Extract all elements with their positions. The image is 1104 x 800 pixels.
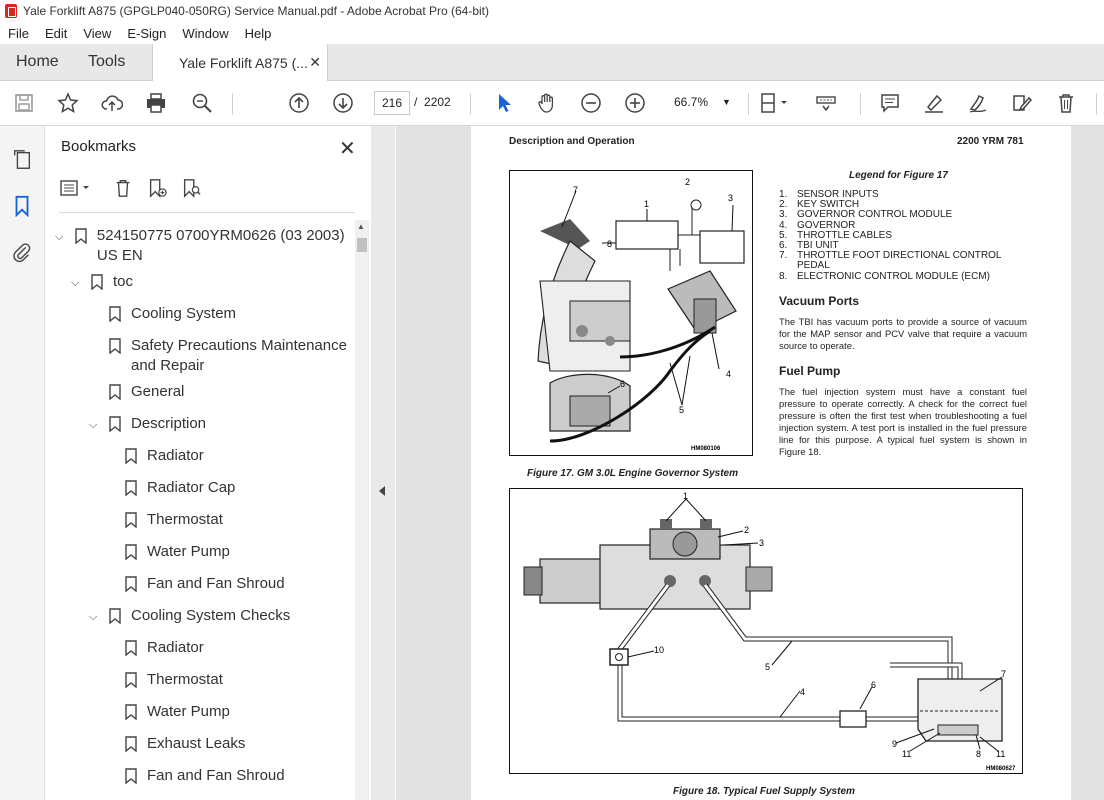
bookmark-item[interactable]: [109, 382, 184, 402]
left-rail: [0, 126, 45, 800]
callout-7: 7: [573, 185, 579, 195]
bookmark-item[interactable]: [125, 766, 285, 786]
sign-icon[interactable]: [964, 89, 992, 117]
callout-1: 1: [644, 199, 650, 209]
figure-17: [509, 170, 753, 456]
callout-2: 2: [685, 177, 691, 187]
scroll-up-icon[interactable]: ▲: [357, 222, 365, 231]
menu-view[interactable]: View: [83, 25, 112, 41]
close-panel-icon[interactable]: ✕: [339, 138, 356, 160]
legend-item: 2. KEY SWITCH: [779, 199, 860, 211]
callout-5: 5: [765, 662, 771, 672]
delete-bookmark-icon[interactable]: [111, 176, 135, 200]
bookmark-icon: [109, 416, 121, 432]
callout-4: 4: [800, 687, 806, 697]
panel-divider: [59, 212, 355, 213]
callout-2: 2: [744, 525, 750, 535]
menu-bar: [0, 22, 1104, 44]
bookmark-label: Fan and Fan Shroud: [147, 575, 285, 592]
hand-tool-icon[interactable]: [533, 89, 561, 117]
bookmark-label: Fan and Fan Shroud: [147, 767, 285, 784]
bookmark-item[interactable]: [125, 702, 230, 722]
toolbar-separator: [470, 93, 471, 115]
collapse-arrow-icon[interactable]: [379, 486, 385, 496]
bookmarks-panel: [45, 126, 372, 800]
legend-list: [779, 190, 1029, 282]
bookmark-item[interactable]: [89, 414, 206, 435]
bookmark-label: Safety Precautions Maintenance and Repair: [131, 337, 347, 374]
chevron-down-icon[interactable]: ⌵: [71, 277, 80, 289]
callout-11: 11: [996, 749, 1006, 759]
bookmark-label: Thermostat: [147, 671, 223, 688]
bookmark-item[interactable]: [125, 478, 235, 498]
comment-icon[interactable]: [876, 89, 904, 117]
toolbar-separator: [748, 93, 749, 115]
scroll-mode-icon[interactable]: [812, 89, 840, 117]
page-number-input[interactable]: 216: [374, 91, 410, 115]
bookmark-label: 524150775 0700YRM0626 (03 2003) US EN: [96, 227, 345, 264]
callout-5: 5: [679, 405, 685, 415]
zoom-in-icon[interactable]: [621, 89, 649, 117]
bookmarks-panel-icon[interactable]: [10, 194, 34, 218]
callout-11: 11: [902, 749, 912, 759]
callout-8: 8: [607, 239, 613, 249]
bookmark-label: Cooling System: [131, 305, 237, 322]
toolbar: [0, 81, 1104, 126]
callout-8: 8: [976, 749, 982, 759]
bookmark-item[interactable]: [109, 336, 349, 376]
highlight-pen-icon[interactable]: [920, 89, 948, 117]
panel-toolbar: [55, 176, 355, 206]
document-view[interactable]: [396, 126, 1104, 800]
callout-6: 6: [620, 379, 626, 389]
bookmark-icon: [91, 274, 103, 290]
bookmark-icon: [125, 576, 137, 592]
bookmark-icon: [125, 672, 137, 688]
callout-10: 10: [654, 645, 665, 655]
zoom-out-icon[interactable]: [577, 89, 605, 117]
bookmark-label: Radiator: [147, 447, 204, 464]
tab-document-label: Yale Forklift A875 (...: [179, 54, 308, 71]
bookmark-icon: [125, 704, 137, 720]
callout-3: 3: [728, 193, 734, 203]
bookmark-item[interactable]: [125, 574, 285, 594]
figure-18-illustration: [510, 489, 1021, 772]
pdf-page: [471, 126, 1071, 800]
menu-edit[interactable]: Edit: [44, 25, 68, 41]
bookmark-icon: [109, 608, 121, 624]
bookmark-icon: [109, 384, 121, 400]
bookmark-label: Water Pump: [147, 703, 230, 720]
bookmark-options-icon[interactable]: [59, 176, 93, 200]
scroll-thumb[interactable]: [357, 238, 367, 252]
bookmark-label: Water Pump: [147, 543, 230, 560]
page-total-value: 2202: [424, 95, 451, 109]
callout-9: 9: [892, 739, 898, 749]
toolbar-separator: [1096, 93, 1097, 115]
zoom-value: 66.7%: [674, 95, 709, 109]
legend-item: 5. THROTTLE CABLES: [779, 229, 893, 241]
bookmark-label: General: [131, 383, 185, 400]
upload-cloud-icon[interactable]: [98, 89, 126, 117]
close-tab-icon[interactable]: ✕: [309, 54, 321, 70]
legend-item: 7. THROTTLE FOOT DIRECTIONAL CONTROL PEDAL: [779, 250, 1002, 272]
bookmark-label: Radiator: [147, 639, 204, 656]
page-layout-icon[interactable]: [756, 89, 792, 117]
legend-item: 4. GOVERNOR: [779, 219, 856, 231]
bookmark-icon: [109, 306, 121, 322]
fuel-pump-heading: Fuel Pump: [779, 364, 841, 378]
page-header-left: Description and Operation: [509, 136, 635, 147]
bookmark-item[interactable]: [125, 510, 223, 530]
bookmark-icon: [125, 480, 137, 496]
bookmark-label: Cooling System Checks: [131, 607, 291, 624]
tab-home[interactable]: Home: [16, 53, 59, 70]
zoom-search-icon[interactable]: [188, 89, 216, 117]
page-thumbnails-icon[interactable]: [10, 148, 34, 172]
bookmarks-scrollbar[interactable]: [355, 220, 369, 800]
legend-item: 6. TBI UNIT: [779, 240, 839, 252]
page-total: [414, 95, 451, 109]
legend-title: Legend for Figure 17: [849, 170, 948, 181]
figure-18-caption: Figure 18. Typical Fuel Supply System: [673, 786, 855, 797]
bookmark-label: Thermostat: [147, 511, 223, 528]
callout-7: 7: [1001, 669, 1007, 679]
next-page-icon[interactable]: [329, 89, 357, 117]
bookmark-label: Radiator Cap: [147, 479, 236, 496]
bookmark-item[interactable]: [89, 606, 290, 627]
chevron-down-icon[interactable]: ⌵: [55, 231, 64, 243]
print-icon[interactable]: [142, 89, 170, 117]
bookmark-star-icon[interactable]: [54, 89, 82, 117]
legend-item: 8. ELECTRONIC CONTROL MODULE (ECM): [779, 270, 990, 282]
menu-esign[interactable]: E-Sign: [127, 25, 167, 41]
find-bookmark-icon[interactable]: [179, 176, 203, 200]
bookmark-icon: [125, 448, 137, 464]
tab-document[interactable]: [152, 44, 328, 81]
bookmark-item[interactable]: [125, 734, 245, 754]
title-bar: [0, 0, 1104, 22]
tab-tools[interactable]: Tools: [88, 53, 126, 70]
callout-4: 4: [726, 369, 732, 379]
callout-1: 1: [683, 491, 689, 501]
bookmark-item[interactable]: [109, 304, 236, 324]
menu-window[interactable]: Window: [182, 25, 229, 41]
bookmark-item[interactable]: [125, 446, 204, 466]
bookmark-item[interactable]: [55, 226, 345, 266]
bookmark-label: toc: [113, 273, 134, 290]
chevron-down-icon[interactable]: ⌵: [89, 611, 98, 623]
acrobat-app-icon: [5, 4, 17, 18]
attachments-icon[interactable]: [10, 240, 34, 264]
new-bookmark-icon[interactable]: [145, 176, 169, 200]
select-cursor-icon[interactable]: [490, 89, 518, 117]
collapse-panel-handle[interactable]: [371, 126, 395, 800]
zoom-select[interactable]: [664, 91, 740, 113]
toolbar-separator: [232, 93, 233, 115]
bookmark-item[interactable]: [125, 542, 230, 562]
bookmark-icon: [125, 512, 137, 528]
legend-item: 3. GOVERNOR CONTROL MODULE: [779, 209, 953, 221]
bookmark-icon: [109, 338, 121, 354]
page-header-right: 2200 YRM 781: [957, 136, 1024, 147]
figure-17-illustration: [510, 171, 751, 454]
figure-17-caption: Figure 17. GM 3.0L Engine Governor System: [527, 468, 738, 479]
bookmark-icon: [125, 768, 137, 784]
legend-item: 1. SENSOR INPUTS: [779, 189, 879, 200]
bookmark-icon: [75, 228, 87, 244]
fuel-pump-text: The fuel injection system must have a constant fuel pressure to operate correctly. A check for the correct fuel pressure is often the first test when troubleshooting a fuel injection system. A test port is installed in the fuel pressure line for this purpose. A typical fuel system is shown in Figure 18.: [779, 386, 1027, 457]
chevron-down-icon[interactable]: ⌵: [89, 419, 98, 431]
bookmark-item[interactable]: [71, 272, 133, 293]
page-separator: /: [414, 95, 418, 109]
panel-title: Bookmarks: [61, 138, 137, 155]
bookmark-item[interactable]: [125, 638, 204, 658]
callout-3: 3: [759, 538, 765, 548]
menu-file[interactable]: File: [8, 25, 29, 41]
window-title: Yale Forklift A875 (GPGLP040-050RG) Service Manual.pdf - Adobe Acrobat Pro (64-bit): [23, 4, 490, 18]
bookmark-tree: [45, 220, 355, 800]
previous-page-icon[interactable]: [285, 89, 313, 117]
bookmark-icon: [125, 736, 137, 752]
bookmark-label: Exhaust Leaks: [147, 735, 246, 752]
figure-code: HM080106: [691, 446, 721, 452]
chevron-down-icon: ▼: [722, 97, 731, 107]
figure-18: [509, 488, 1023, 774]
bookmark-item[interactable]: [125, 670, 223, 690]
vacuum-ports-heading: Vacuum Ports: [779, 294, 860, 308]
menu-help[interactable]: Help: [244, 25, 272, 41]
bookmark-icon: [125, 640, 137, 656]
bookmark-label: Description: [131, 415, 207, 432]
edit-pdf-icon[interactable]: [1008, 89, 1036, 117]
bookmark-icon: [125, 544, 137, 560]
save-icon[interactable]: [10, 89, 38, 117]
toolbar-separator: [860, 93, 861, 115]
delete-icon[interactable]: [1052, 89, 1080, 117]
vacuum-ports-text: The TBI has vacuum ports to provide a source of vacuum for the MAP sensor and PCV valve that require a vacuum source to operate.: [779, 316, 1027, 351]
callout-6: 6: [871, 680, 877, 690]
tab-bar: [0, 44, 1104, 81]
figure-code: HM080627: [986, 766, 1016, 772]
